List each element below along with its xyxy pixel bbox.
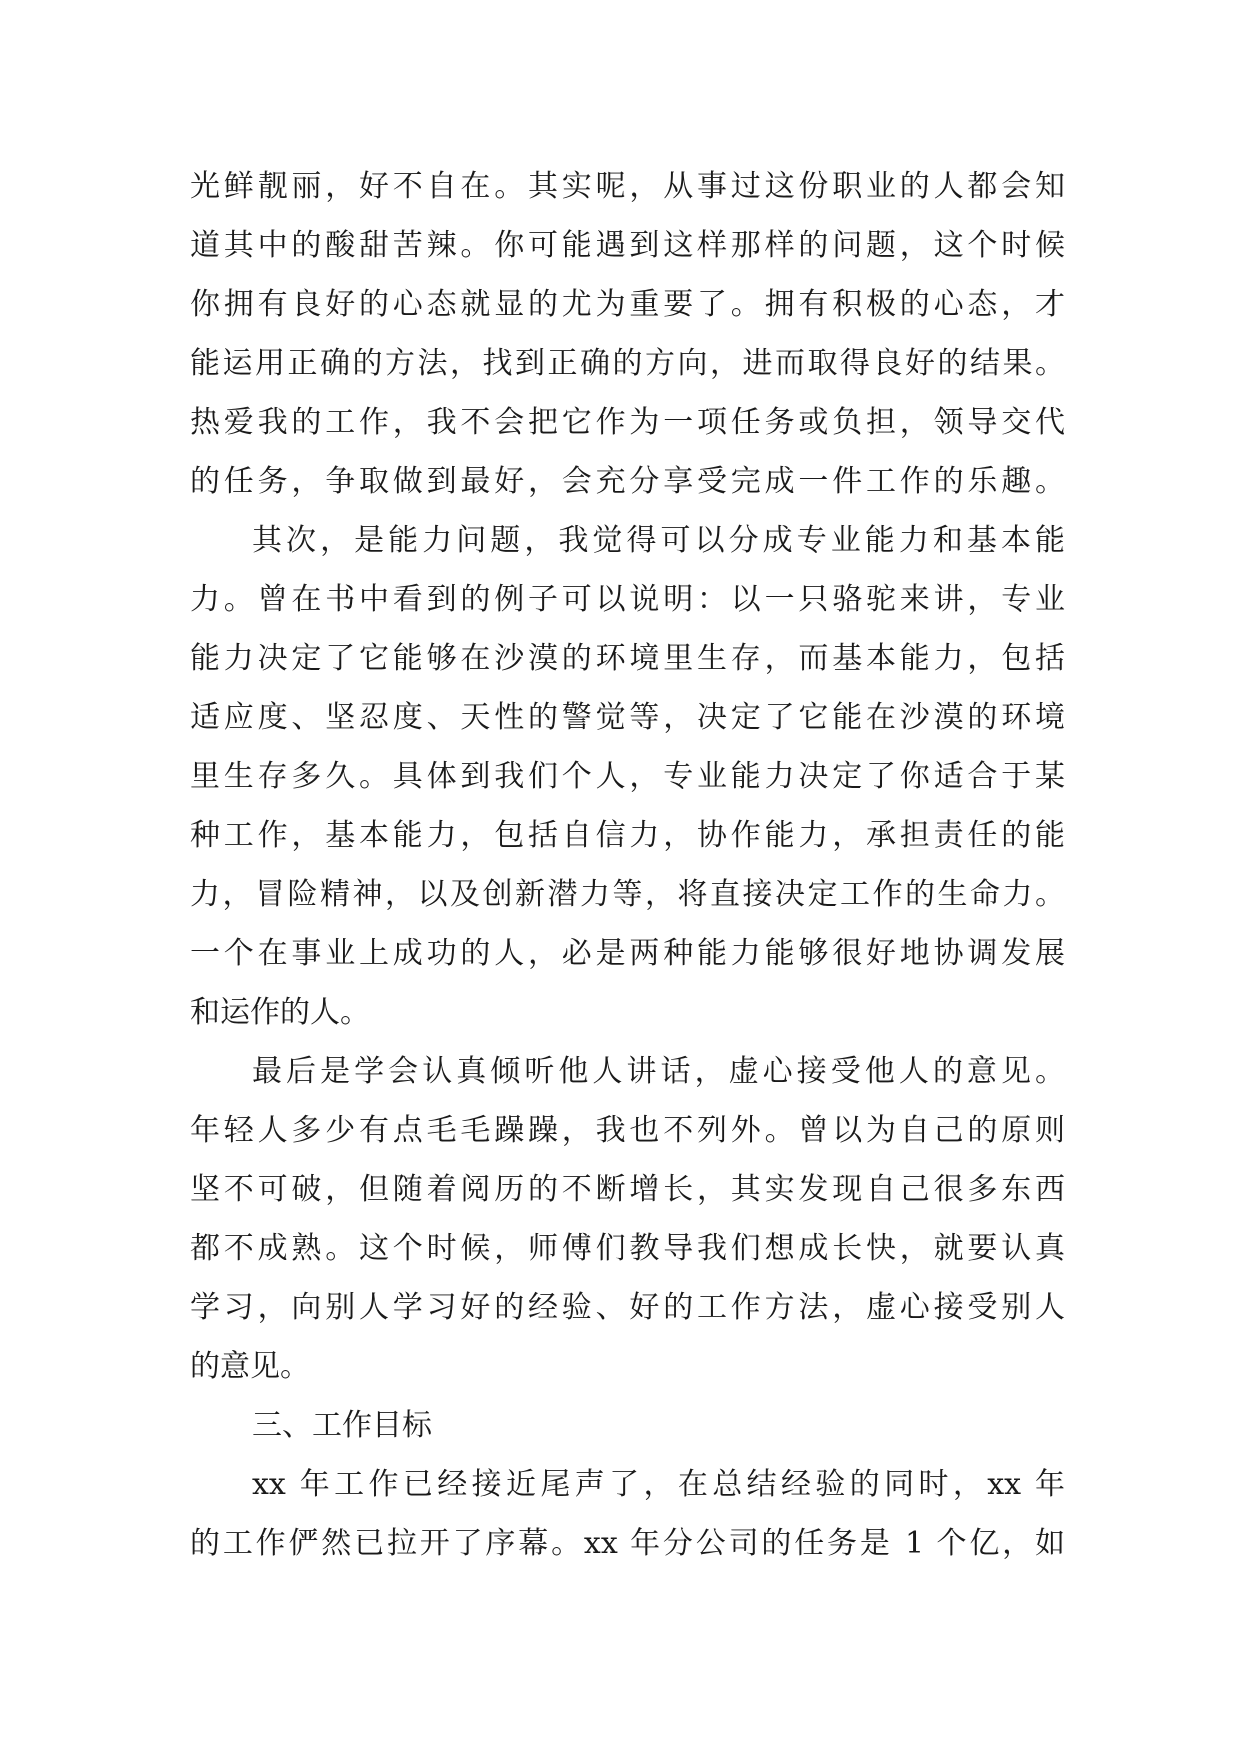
section-heading: 三、工作目标 (252, 1408, 432, 1443)
text-line: 的工作俨然已拉开了序幕。xx 年分公司的任务是 1 个亿，如 (190, 1526, 1065, 1561)
text-line: 一个在事业上成功的人，必是两种能力能够很好地协调发展 (190, 936, 1065, 971)
text-line: 光鲜靓丽，好不自在。其实呢，从事过这份职业的人都会知 (190, 169, 1065, 204)
text-line: 学习，向别人学习好的经验、好的工作方法，虚心接受别人 (190, 1290, 1065, 1325)
paragraph-end-line: 和运作的人。 (190, 995, 370, 1030)
text-line: 道其中的酸甜苦辣。你可能遇到这样那样的问题，这个时候 (190, 228, 1065, 263)
text-line: 你拥有良好的心态就显的尤为重要了。拥有积极的心态，才 (190, 287, 1065, 322)
text-line: 的任务，争取做到最好，会充分享受完成一件工作的乐趣。 (190, 464, 1065, 499)
text-line: 坚不可破，但随着阅历的不断增长，其实发现自己很多东西 (190, 1172, 1065, 1207)
text-line: 热爱我的工作，我不会把它作为一项任务或负担，领导交代 (190, 405, 1065, 440)
text-line: 能力决定了它能够在沙漠的环境里生存，而基本能力，包括 (190, 641, 1065, 676)
paragraph-start-line: 最后是学会认真倾听他人讲话，虚心接受他人的意见。 (252, 1054, 1065, 1089)
paragraph-start-line: 其次，是能力问题，我觉得可以分成专业能力和基本能 (252, 523, 1065, 558)
text-line: 能运用正确的方法，找到正确的方向，进而取得良好的结果。 (190, 346, 1065, 381)
text-line: 种工作，基本能力，包括自信力，协作能力，承担责任的能 (190, 818, 1065, 853)
paragraph-start-line: xx 年工作已经接近尾声了，在总结经验的同时，xx 年 (252, 1467, 1065, 1502)
paragraph-end-line: 的意见。 (190, 1349, 310, 1384)
document-body (190, 157, 1065, 1573)
text-line: 力，冒险精神，以及创新潜力等，将直接决定工作的生命力。 (190, 877, 1065, 912)
text-line: 都不成熟。这个时候，师傅们教导我们想成长快，就要认真 (190, 1231, 1065, 1266)
text-line: 里生存多久。具体到我们个人，专业能力决定了你适合于某 (190, 759, 1065, 794)
text-line: 适应度、坚忍度、天性的警觉等，决定了它能在沙漠的环境 (190, 700, 1065, 735)
text-line: 年轻人多少有点毛毛躁躁，我也不列外。曾以为自己的原则 (190, 1113, 1065, 1148)
text-line: 力。曾在书中看到的例子可以说明：以一只骆驼来讲，专业 (190, 582, 1065, 617)
